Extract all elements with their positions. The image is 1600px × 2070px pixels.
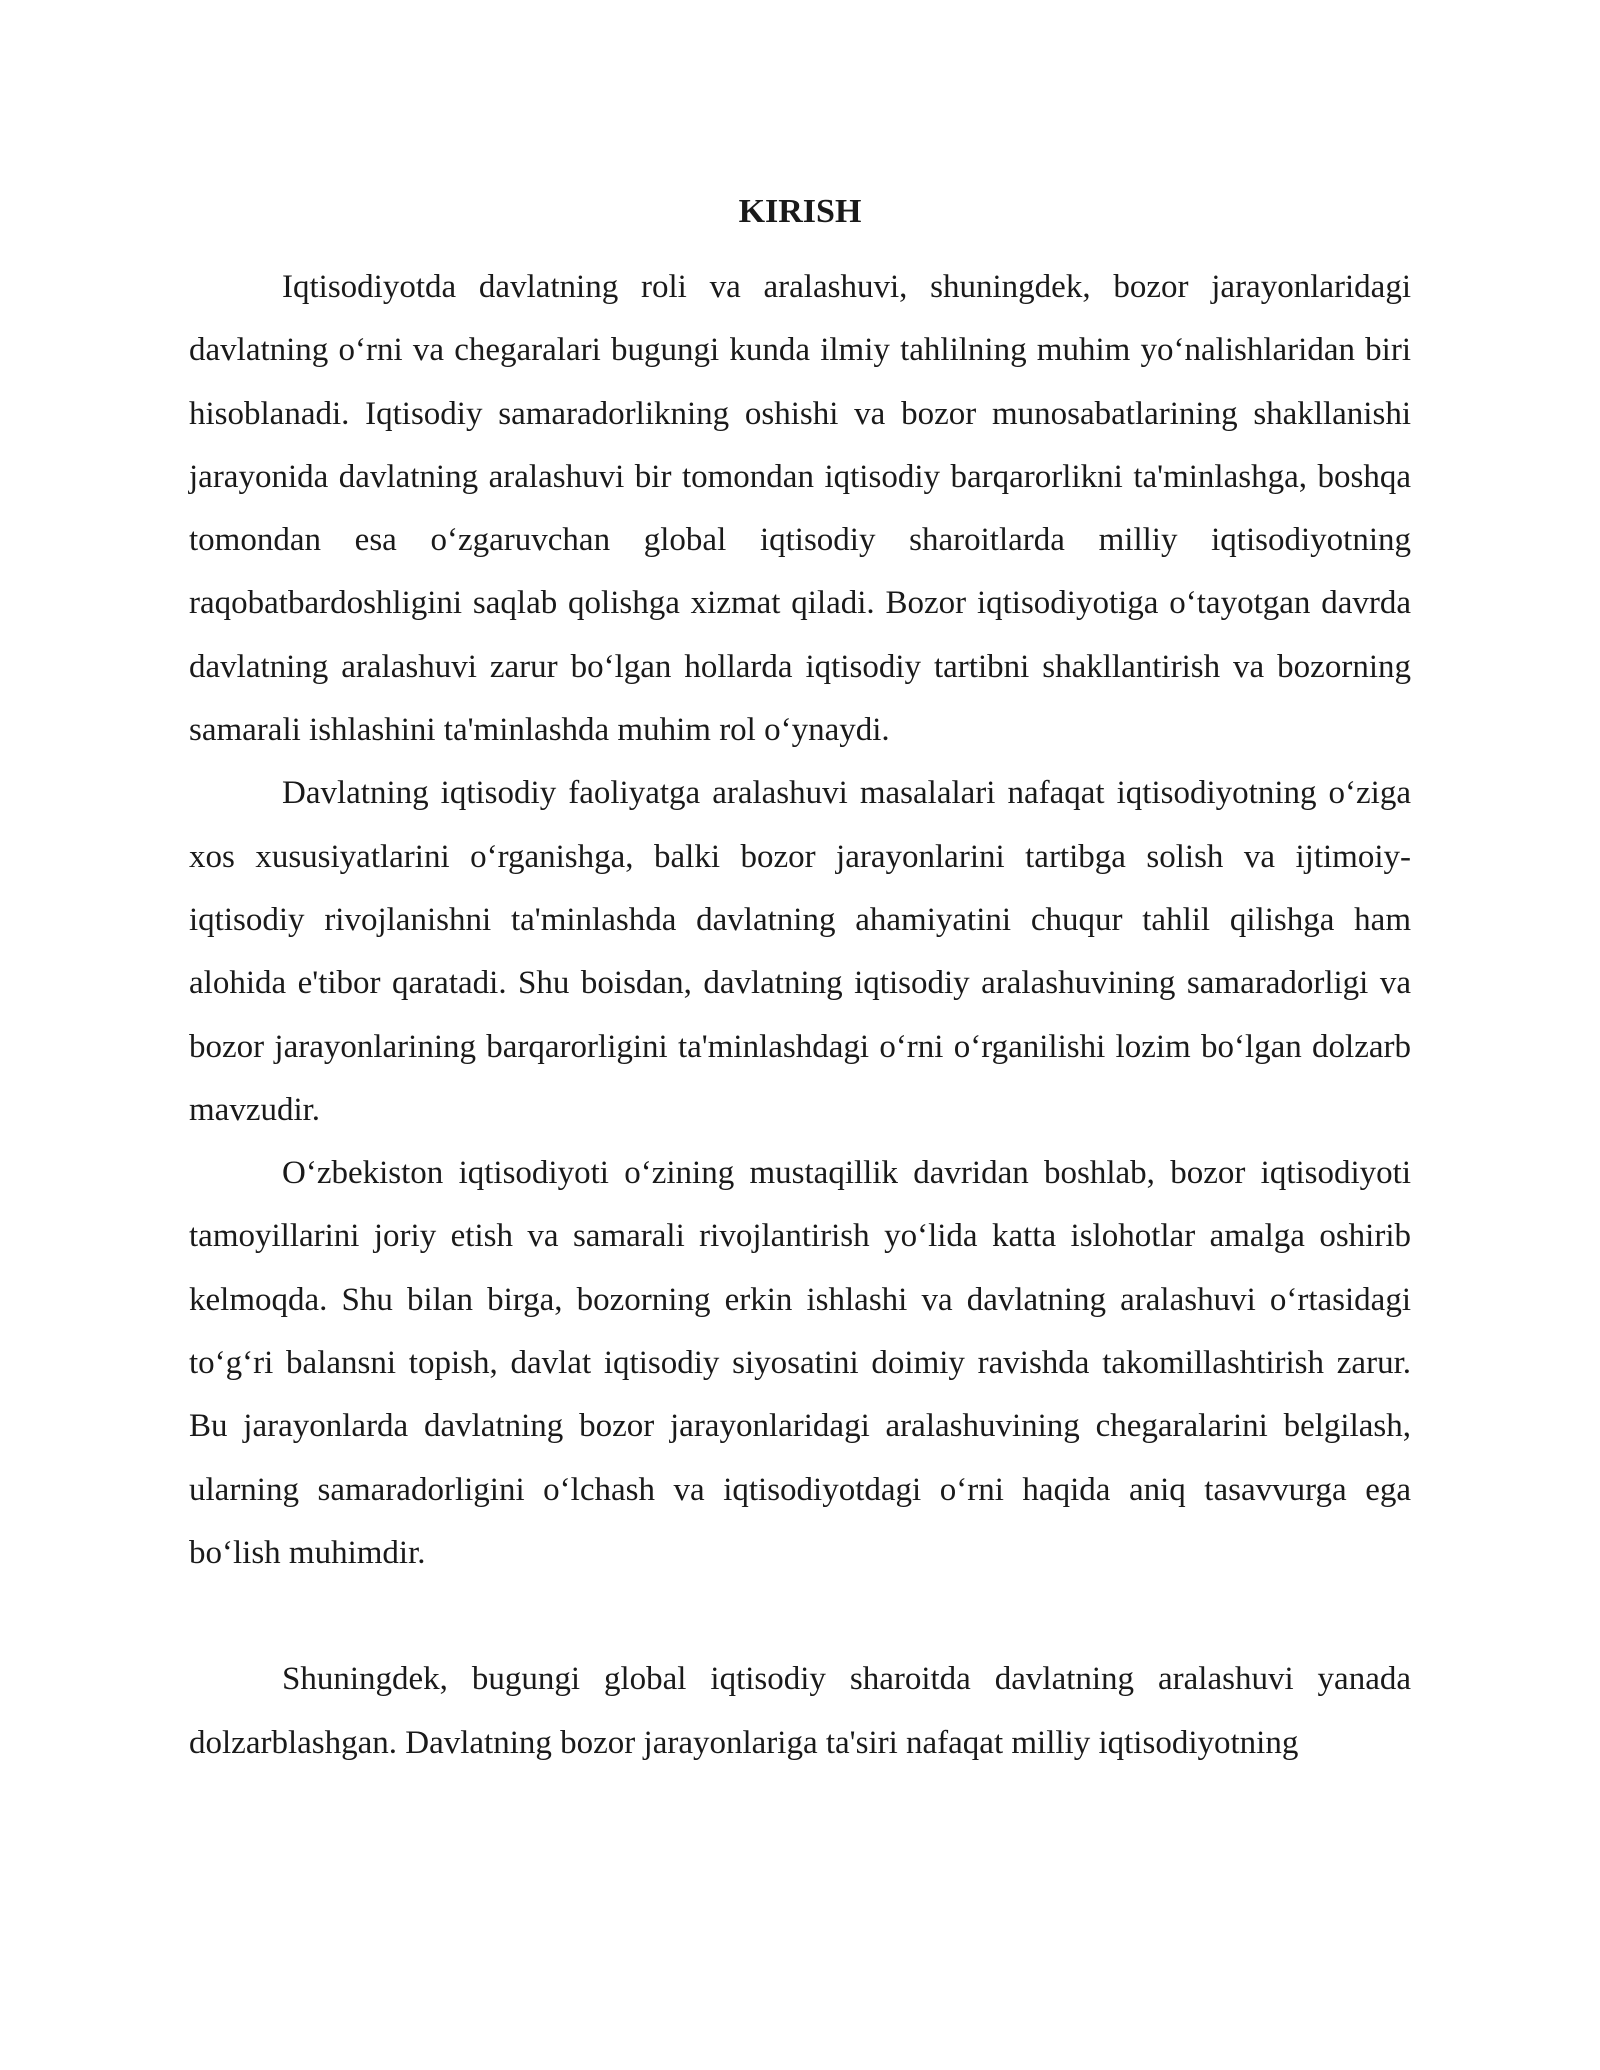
paragraph-2: Davlatning iqtisodiy faoliyatga aralashuvi masalalari nafaqat iqtisodiyotning o‘ziga xos xususiyatlarini o‘rganishga, balki bozor jarayonlarini tartibga solish va ijtimoiy-iqtisodiy rivojlanishni ta'minlashda davlatning ahamiyatini chuqur tahlil qilishga ham alohida e'tibor qaratadi. Shu boisdan, davlatning iqtisodiy aralashuvining samaradorligi va bozor jarayonlarining barqarorligini ta'minlashdagi o‘rni o‘rganilishi lozim bo‘lgan dolzarb mavzudir.: [189, 775, 1411, 1128]
paragraph-3: O‘zbekiston iqtisodiyoti o‘zining mustaqillik davridan boshlab, bozor iqtisodiyoti tamoyillarini joriy etish va samarali rivojlantirish yo‘lida katta islohotlar amalga oshirib kelmoqda. Shu bilan birga, bozorning erkin ishlashi va davlatning aralashuvi o‘rtasidagi to‘g‘ri balansni topish, davlat iqtisodiy siyosatini doimiy ravishda takomillashtirish zarur. Bu jarayonlarda davlatning bozor jarayonlaridagi aralashuvining chegaralarini belgilash, ularning samaradorligini o‘lchash va iqtisodiyotdagi o‘rni haqida aniq tasavvurga ega bo‘lish muhimdir.: [189, 1155, 1411, 1571]
paragraph-spacer: [189, 1585, 1411, 1648]
paragraph-1: Iqtisodiyotda davlatning roli va aralashuvi, shuningdek, bozor jarayonlaridagi davlatning o‘rni va chegaralari bugungi kunda ilmiy tahlilning muhim yo‘nalishlaridan biri hisoblanadi. Iqtisodiy samaradorlikning oshishi va bozor munosabatlarining shakllanishi jarayonida davlatning aralashuvi bir tomondan iqtisodiy barqarorlikni ta'minlashga, boshqa tomondan esa o‘zgaruvchan global iqtisodiy sharoitlarda milliy iqtisodiyotning raqobatbardoshligini saqlab qolishga xizmat qiladi. Bozor iqtisodiyotiga o‘tayotgan davrda davlatning aralashuvi zarur bo‘lgan hollarda iqtisodiy tartibni shakllantirish va bozorning samarali ishlashini ta'minlashda muhim rol o‘ynaydi.: [189, 269, 1411, 749]
section-title: KIRISH: [738, 193, 862, 230]
document-page: [189, 182, 1411, 1775]
paragraph-4: Shuningdek, bugungi global iqtisodiy sharoitda davlatning aralashuvi yanada dolzarblashgan. Davlatning bozor jarayonlariga ta'siri nafaqat milliy iqtisodiyotning: [189, 1661, 1411, 1761]
